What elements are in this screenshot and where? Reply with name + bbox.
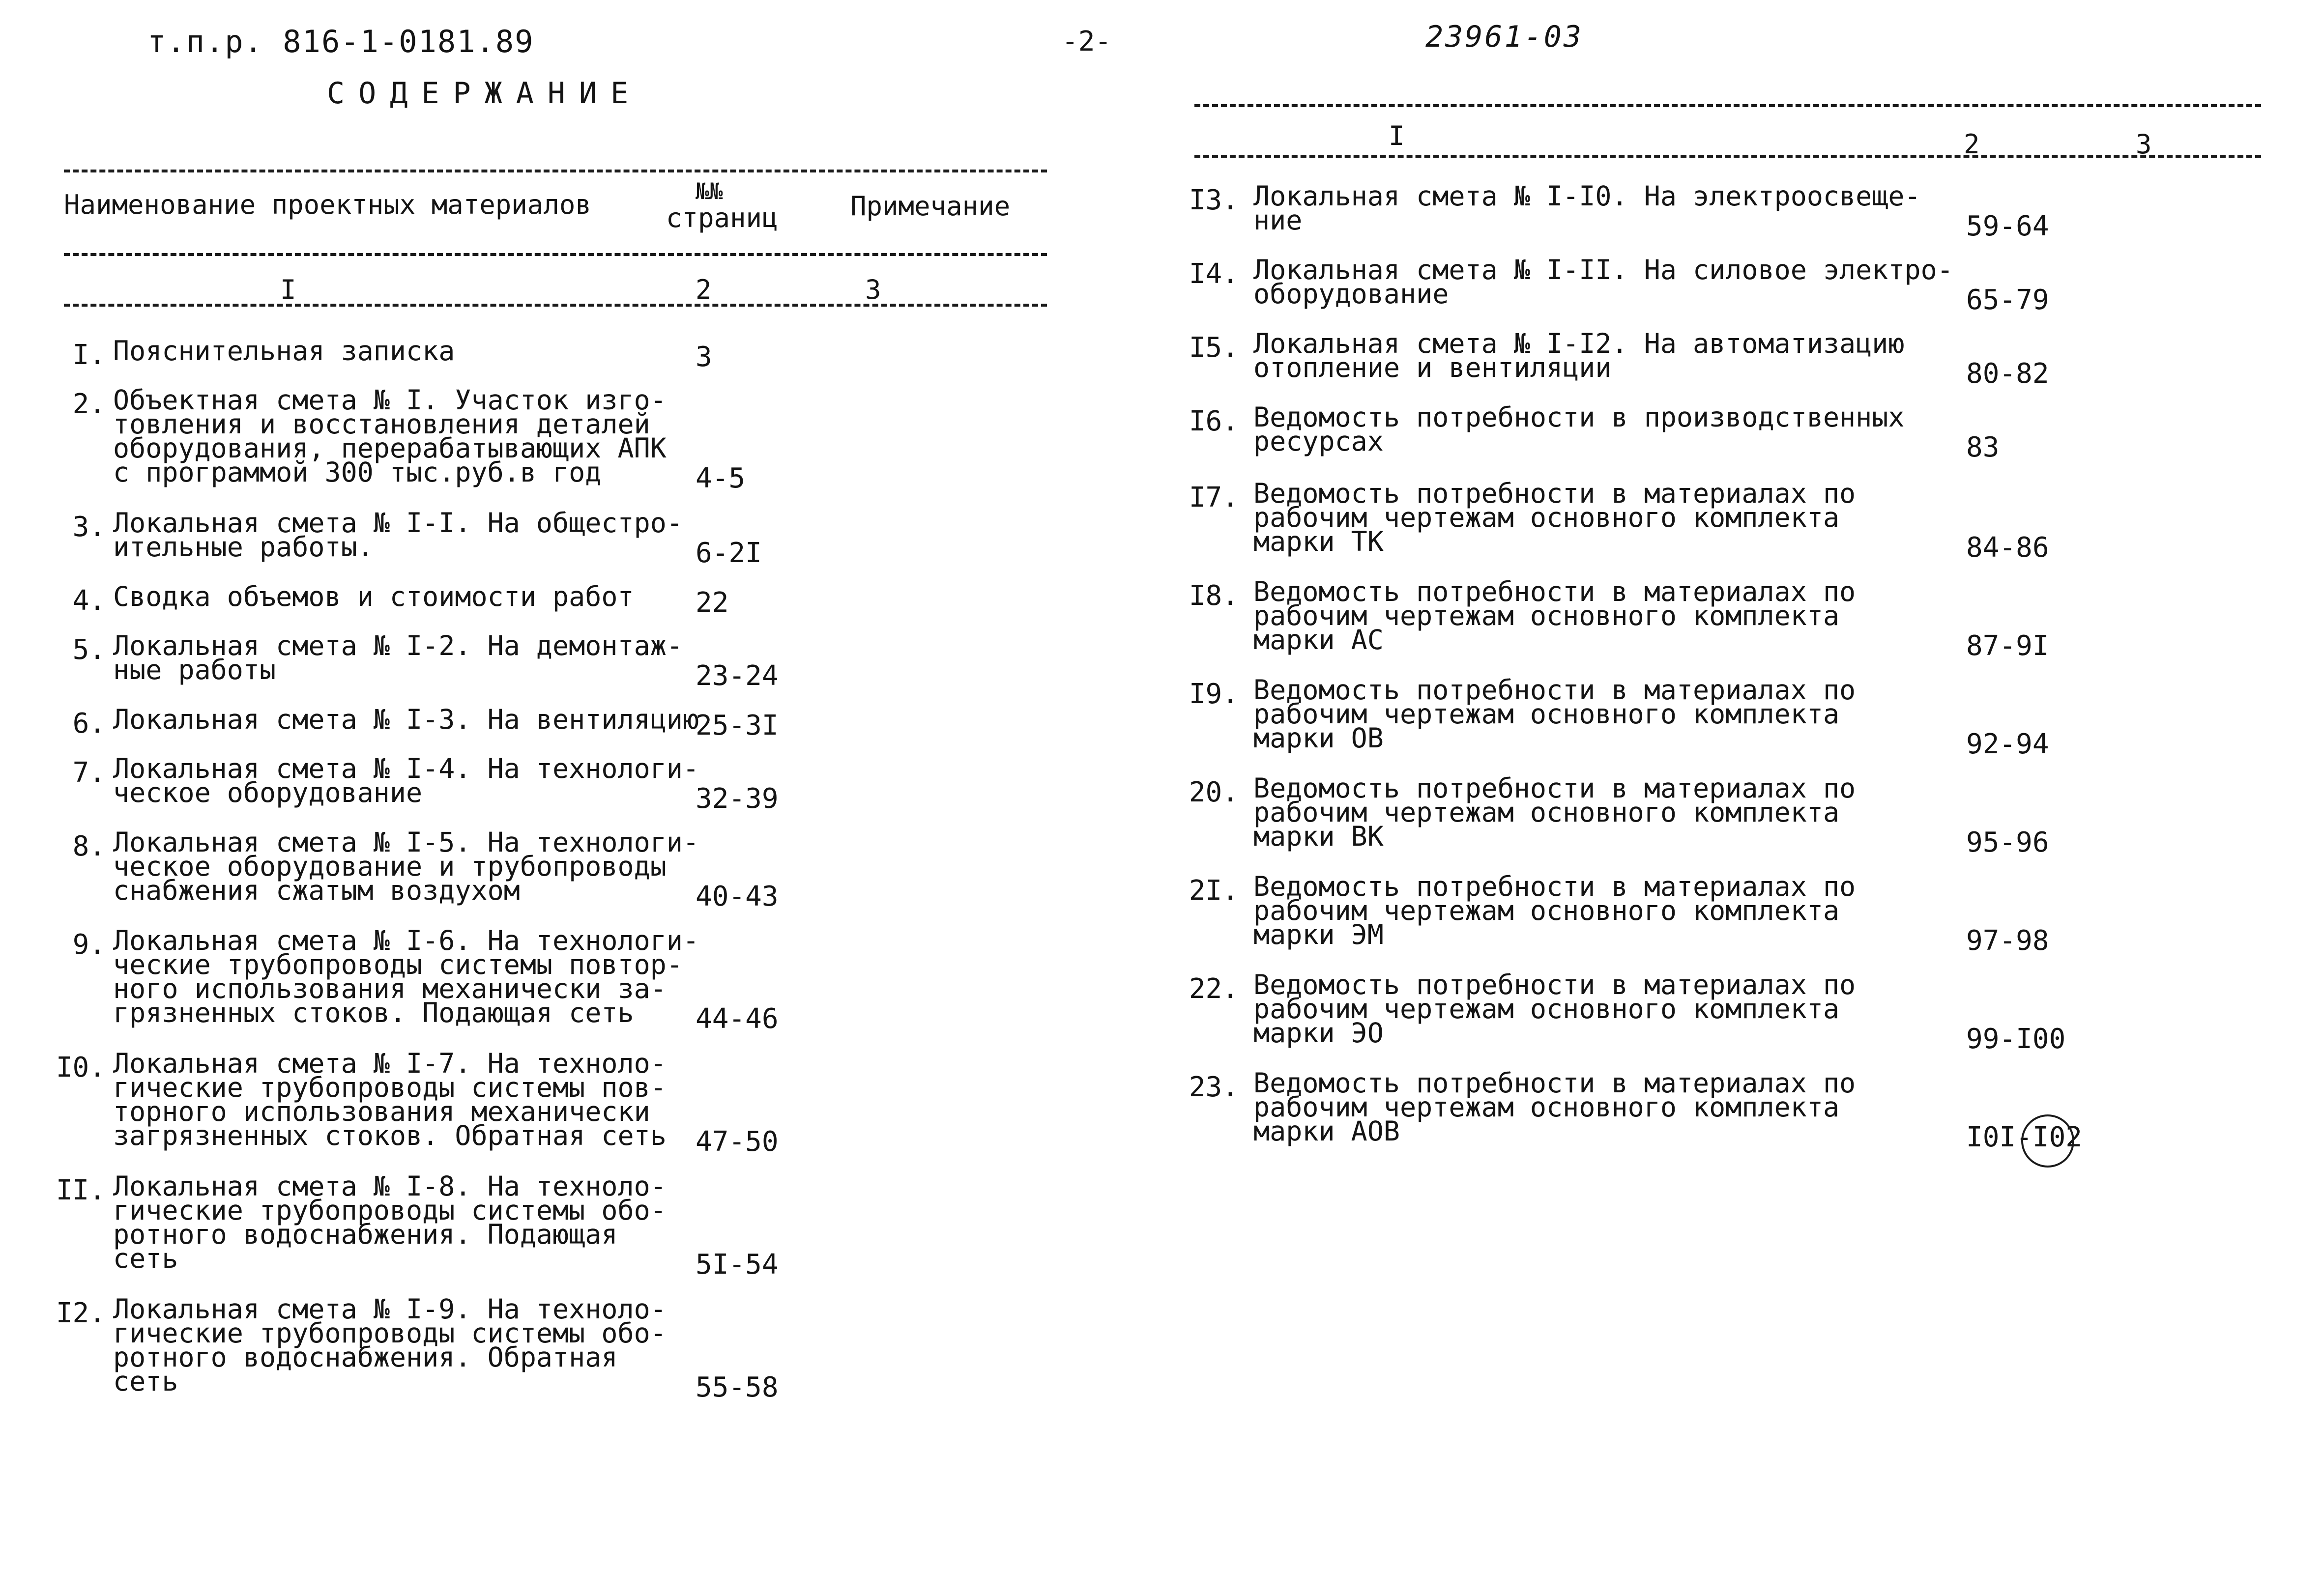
item-title-line: марки АОВ xyxy=(1253,1115,1400,1147)
item-title-line: сеть xyxy=(113,1366,178,1397)
item-title-line: Локальная смета № I-9. На техноло- xyxy=(113,1293,667,1325)
item-pages: 23-24 xyxy=(696,660,779,692)
item-pages: 22 xyxy=(696,587,729,619)
right-column-number-3: 3 xyxy=(2136,129,2152,160)
item-title-line: Локальная смета № I-3. На вентиляцию xyxy=(113,704,699,735)
right-column-number-1: I xyxy=(1389,120,1405,151)
item-title-line: с программой 300 тыс.руб.в год xyxy=(113,456,602,488)
item-title-line: ительные работы. xyxy=(113,531,374,563)
item-title-line: марки ОВ xyxy=(1253,722,1384,754)
item-title-line: марки ЭМ xyxy=(1253,919,1384,950)
column-number-2: 2 xyxy=(696,274,712,305)
item-title-line: марки ТК xyxy=(1253,526,1384,557)
item-title-line: Объектная смета № I. Участок изго- xyxy=(113,384,667,416)
item-title xyxy=(1253,969,1856,1049)
item-title-line: Ведомость потребности в производственных xyxy=(1253,401,1905,433)
item-number: I3. xyxy=(1189,184,1239,216)
item-title-line: Локальная смета № I-4. На технологи- xyxy=(113,753,699,784)
item-pages: 47-50 xyxy=(696,1126,779,1158)
item-pages: I0I-I02 xyxy=(1966,1121,2083,1153)
item-number: 8. xyxy=(72,830,106,862)
item-title-line: ного использования механически за- xyxy=(113,973,667,1004)
item-number: 7. xyxy=(72,757,106,789)
item-title-line: Сводка объемов и стоимости работ xyxy=(113,581,634,612)
item-title xyxy=(1253,328,1905,383)
item-title-line: сеть xyxy=(113,1243,178,1274)
item-title-line: ческое оборудование и трубопроводы xyxy=(113,851,667,882)
item-pages: 87-9I xyxy=(1966,630,2049,662)
item-pages: 4-5 xyxy=(696,462,746,494)
item-title xyxy=(1253,1067,1856,1147)
item-title-line: марки АС xyxy=(1253,624,1384,656)
item-pages: 5I-54 xyxy=(696,1249,779,1281)
item-number: I2. xyxy=(56,1297,106,1329)
item-title-line: рабочим чертежам основного комплекта xyxy=(1253,600,1840,631)
item-number: I6. xyxy=(1189,405,1239,437)
item-pages: 44-46 xyxy=(696,1003,779,1035)
item-pages: 83 xyxy=(1966,431,2000,463)
item-title-line: рабочим чертежам основного комплекта xyxy=(1253,895,1840,926)
item-title xyxy=(113,630,683,685)
item-title-line: Локальная смета № I-II. На силовое электро- xyxy=(1253,254,1953,285)
column-number-1: I xyxy=(280,274,296,305)
item-pages: 97-98 xyxy=(1966,925,2049,957)
item-title-line: Ведомость потребности в материалах по xyxy=(1253,478,1856,509)
item-title-line: Ведомость потребности в материалах по xyxy=(1253,772,1856,804)
column-header-pages-mark: №№ xyxy=(696,178,723,204)
item-title xyxy=(113,704,699,735)
right-column-number-2: 2 xyxy=(1964,129,1980,160)
column-header-name: Наименование проектных материалов xyxy=(64,189,591,220)
item-title-line: оборудования, перерабатывающих АПК xyxy=(113,432,667,464)
item-title-line: ческие трубопроводы системы повтор- xyxy=(113,949,683,980)
item-title-line: торного использования механически xyxy=(113,1096,650,1127)
item-number: 6. xyxy=(72,708,106,740)
item-pages: 32-39 xyxy=(696,783,779,815)
item-title xyxy=(1253,674,1856,754)
item-title-line: Локальная смета № I-2. На демонтаж- xyxy=(113,630,683,661)
item-number: I8. xyxy=(1189,580,1239,612)
item-title xyxy=(1253,576,1856,656)
item-title-line: Локальная смета № I-I2. На автоматизацию xyxy=(1253,328,1905,359)
item-title-line: Ведомость потребности в материалах по xyxy=(1253,871,1856,902)
item-title-line: Ведомость потребности в материалах по xyxy=(1253,576,1856,607)
item-number: 20. xyxy=(1189,776,1239,808)
page-number: -2- xyxy=(1062,26,1112,57)
item-title xyxy=(113,1170,667,1274)
item-number: 2I. xyxy=(1189,875,1239,907)
item-title-line: рабочим чертежам основного комплекта xyxy=(1253,993,1840,1025)
item-title-line: Локальная смета № I-5. На технологи- xyxy=(113,826,699,858)
item-pages: 95-96 xyxy=(1966,826,2049,858)
item-title-line: отопление и вентиляции xyxy=(1253,352,1612,383)
item-title-line: снабжения сжатым воздухом xyxy=(113,875,520,906)
item-pages: 99-I00 xyxy=(1966,1023,2066,1055)
column-number-3: 3 xyxy=(865,274,881,305)
item-number: I5. xyxy=(1189,332,1239,364)
item-title-line: рабочим чертежам основного комплекта xyxy=(1253,698,1840,730)
item-number: 5. xyxy=(72,634,106,666)
column-header-notes: Примечание xyxy=(850,191,1011,222)
item-title-line: Ведомость потребности в материалах по xyxy=(1253,969,1856,1000)
item-title-line: ние xyxy=(1253,204,1303,236)
item-title-line: Ведомость потребности в материалах по xyxy=(1253,674,1856,706)
item-title xyxy=(113,1048,667,1151)
item-title-line: ротного водоснабжения. Обратная xyxy=(113,1341,618,1373)
item-number: 9. xyxy=(72,929,106,961)
item-pages: 40-43 xyxy=(696,881,779,912)
item-title-line: рабочим чертежам основного комплекта xyxy=(1253,1091,1840,1123)
item-title xyxy=(113,581,634,612)
item-title xyxy=(1253,180,1921,236)
column-header-pages: страниц xyxy=(666,202,778,233)
item-pages: 84-86 xyxy=(1966,532,2049,564)
item-pages: 59-64 xyxy=(1966,210,2049,242)
item-title-line: Локальная смета № I-I. На общестро- xyxy=(113,507,683,539)
item-pages: 92-94 xyxy=(1966,728,2049,760)
item-title-line: рабочим чертежам основного комплекта xyxy=(1253,797,1840,828)
page-range-circle-mark xyxy=(2021,1114,2074,1168)
item-number: 23. xyxy=(1189,1071,1239,1103)
document-number: 23961-03 xyxy=(1425,20,1583,54)
item-title-line: оборудование xyxy=(1253,278,1449,310)
item-title-line: Ведомость потребности в материалах по xyxy=(1253,1067,1856,1099)
item-number: I0. xyxy=(56,1052,106,1083)
item-title-line: товления и восстановления деталей xyxy=(113,408,650,440)
item-title-line: Локальная смета № I-8. На техноло- xyxy=(113,1170,667,1202)
item-title-line: Пояснительная записка xyxy=(113,335,455,367)
item-title-line: ные работы xyxy=(113,654,276,685)
item-number: 2. xyxy=(72,388,106,420)
item-title-line: марки ЭО xyxy=(1253,1017,1384,1049)
item-title xyxy=(1253,254,1953,310)
item-title xyxy=(113,826,699,906)
item-number: 22. xyxy=(1189,973,1239,1005)
item-pages: 65-79 xyxy=(1966,284,2049,316)
item-title-line: гические трубопроводы системы обо- xyxy=(113,1317,667,1349)
item-title-line: грязненных стоков. Подающая сеть xyxy=(113,997,634,1028)
item-number: I9. xyxy=(1189,678,1239,710)
item-title-line: марки ВК xyxy=(1253,821,1384,852)
item-title-line: Локальная смета № I-I0. На электроосвеще- xyxy=(1253,180,1921,212)
item-pages: 6-2I xyxy=(696,537,762,569)
item-number: I. xyxy=(72,339,106,371)
item-number: 4. xyxy=(72,585,106,617)
item-title-line: гические трубопроводы системы обо- xyxy=(113,1195,667,1226)
page-title: СОДЕРЖАНИЕ xyxy=(327,76,642,111)
left-header-rule-bottom xyxy=(64,304,1047,307)
left-header-rule-mid xyxy=(64,253,1047,256)
item-title xyxy=(1253,871,1856,950)
item-number: I7. xyxy=(1189,482,1239,513)
item-pages: 25-3I xyxy=(696,710,779,741)
item-pages: 80-82 xyxy=(1966,358,2049,390)
item-title xyxy=(1253,478,1856,557)
item-title xyxy=(113,384,667,488)
item-title xyxy=(1253,772,1856,852)
item-pages: 55-58 xyxy=(696,1371,779,1403)
right-header-rule-top xyxy=(1194,104,2261,107)
item-title-line: ротного водоснабжения. Подающая xyxy=(113,1219,618,1250)
item-title xyxy=(113,507,683,563)
item-title-line: ресурсах xyxy=(1253,426,1384,457)
item-number: I4. xyxy=(1189,258,1239,290)
item-pages: 3 xyxy=(696,341,712,373)
item-title xyxy=(113,335,455,367)
item-title-line: Локальная смета № I-6. На технологи- xyxy=(113,925,699,956)
document-code: т.п.р. 816-1-0181.89 xyxy=(147,24,534,59)
item-number: II. xyxy=(56,1174,106,1206)
item-title xyxy=(113,925,699,1028)
item-number: 3. xyxy=(72,511,106,543)
item-title-line: гические трубопроводы системы пов- xyxy=(113,1072,667,1103)
item-title-line: рабочим чертежам основного комплекта xyxy=(1253,502,1840,533)
item-title-line: Локальная смета № I-7. На техноло- xyxy=(113,1048,667,1079)
item-title-line: ческое оборудование xyxy=(113,777,423,808)
item-title xyxy=(1253,401,1905,457)
left-header-rule-top xyxy=(64,170,1047,172)
item-title-line: загрязненных стоков. Обратная сеть xyxy=(113,1120,667,1151)
right-header-rule-bottom xyxy=(1194,155,2261,158)
item-title xyxy=(113,1293,667,1397)
item-title xyxy=(113,753,699,808)
